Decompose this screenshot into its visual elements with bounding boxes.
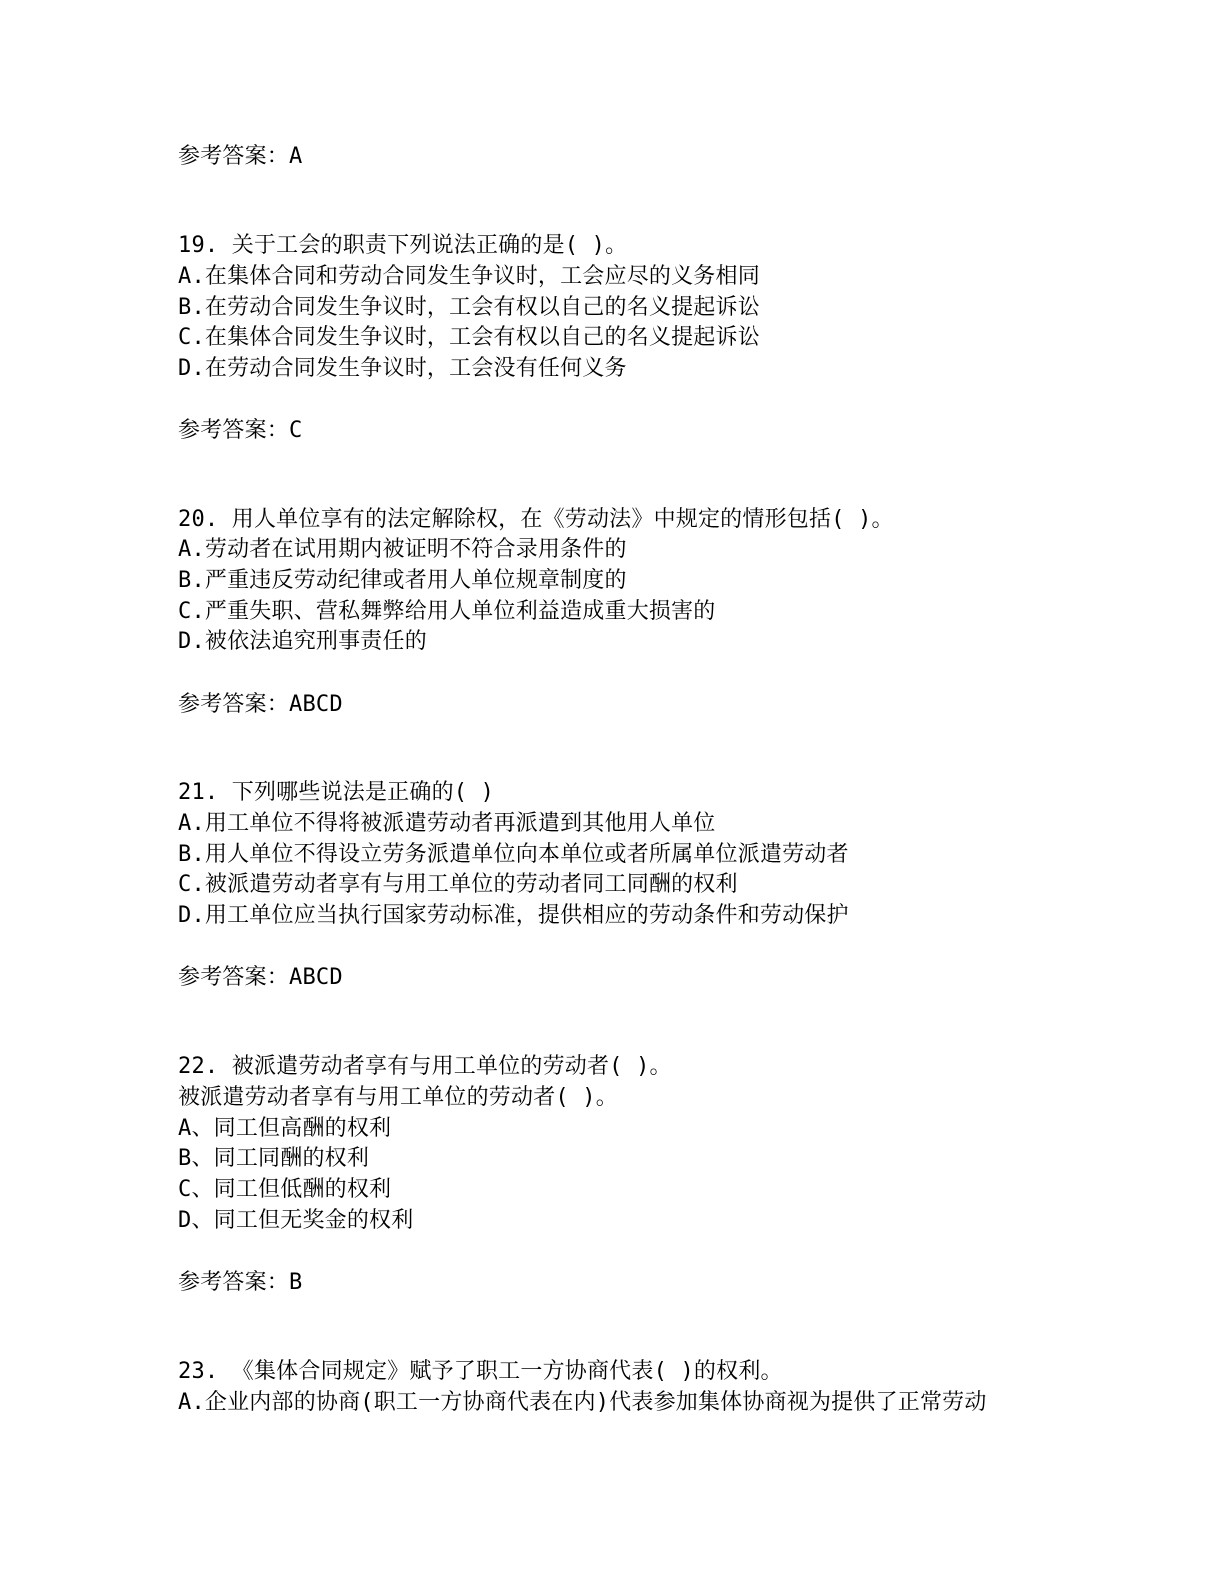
option-b: B.用人单位不得设立劳务派遣单位向本单位或者所属单位派遣劳动者 xyxy=(178,842,849,867)
question-stem: 20. 用人单位享有的法定解除权，在《劳动法》中规定的情形包括( )。 xyxy=(178,507,894,532)
option-b: B、同工同酬的权利 xyxy=(178,1146,370,1171)
option-a: A.劳动者在试用期内被证明不符合录用条件的 xyxy=(178,537,627,562)
option-a: A.在集体合同和劳动合同发生争议时，工会应尽的义务相同 xyxy=(178,264,760,289)
option-d: D.在劳动合同发生争议时，工会没有任何义务 xyxy=(178,356,627,381)
answer: 参考答案：ABCD xyxy=(178,965,343,990)
option-a: A.企业内部的协商(职工一方协商代表在内)代表参加集体协商视为提供了正常劳动 xyxy=(178,1390,987,1415)
option-b: B.严重违反劳动纪律或者用人单位规章制度的 xyxy=(178,568,627,593)
option-a: A.用工单位不得将被派遣劳动者再派遣到其他用人单位 xyxy=(178,811,716,836)
question-stem: 22. 被派遣劳动者享有与用工单位的劳动者( )。 xyxy=(178,1054,672,1079)
option-d: D.被依法追究刑事责任的 xyxy=(178,629,427,654)
option-a: A、同工但高酬的权利 xyxy=(178,1116,392,1141)
option-c: C.严重失职、营私舞弊给用人单位利益造成重大损害的 xyxy=(178,599,716,624)
option-d: D、同工但无奖金的权利 xyxy=(178,1208,414,1233)
answer-prev: 参考答案：A xyxy=(178,144,303,169)
question-stem: 23. 《集体合同规定》赋予了职工一方协商代表( )的权利。 xyxy=(178,1359,783,1384)
question-stem: 21. 下列哪些说法是正确的( ) xyxy=(178,780,495,805)
answer: 参考答案：ABCD xyxy=(178,692,343,717)
answer: 参考答案：B xyxy=(178,1270,303,1295)
option-d: D.用工单位应当执行国家劳动标准，提供相应的劳动条件和劳动保护 xyxy=(178,903,849,928)
option-c: C.在集体合同发生争议时，工会有权以自己的名义提起诉讼 xyxy=(178,325,760,350)
option-c: C.被派遣劳动者享有与用工单位的劳动者同工同酬的权利 xyxy=(178,872,738,897)
option-b: B.在劳动合同发生争议时，工会有权以自己的名义提起诉讼 xyxy=(178,295,760,320)
question-stem-repeat: 被派遣劳动者享有与用工单位的劳动者( )。 xyxy=(178,1085,618,1110)
option-c: C、同工但低酬的权利 xyxy=(178,1177,392,1202)
question-stem: 19. 关于工会的职责下列说法正确的是( )。 xyxy=(178,233,628,258)
answer: 参考答案：C xyxy=(178,418,303,443)
